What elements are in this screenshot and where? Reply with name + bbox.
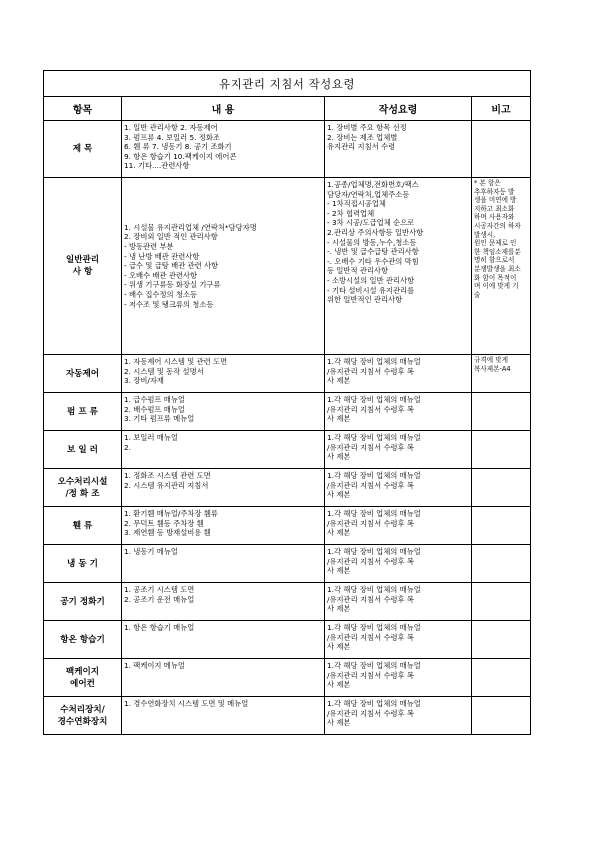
row-content (122, 659, 325, 697)
row-method-line: 1.각 해당 장비 업체의 매뉴얼 (327, 547, 421, 556)
table-row (44, 469, 531, 507)
row-method-line: 사 제본 (327, 490, 351, 500)
row-remark (472, 507, 531, 545)
row-content (122, 393, 325, 431)
row-method-line: 유지관리 지침서 수령 (327, 142, 396, 152)
row-remark-line: * 본 항은 (474, 179, 501, 187)
row-method-line: 1.각 해당 장비 업체의 매뉴얼 (327, 661, 421, 670)
row-method-line: 사 제본 (327, 414, 351, 424)
row-content (122, 507, 325, 545)
row-remark-line: 규격에 맞게 (474, 356, 508, 364)
row-method-line: - 2차 협력업체 (327, 208, 375, 218)
row-category (44, 393, 122, 431)
row-method (325, 393, 472, 431)
table-row (44, 431, 531, 469)
row-category (44, 583, 122, 621)
row-method-line: 등 일반적 관리사항 (327, 266, 389, 276)
row-method (325, 355, 472, 393)
table-row (44, 545, 531, 583)
row-remark-line: 한 책임소재를분 (474, 247, 521, 256)
row-method-line: /유지관리 지침서 수령후 복 (327, 556, 414, 566)
row-content-line: 1. 정화조 시스템 관련 도면 (124, 471, 211, 480)
row-content (122, 469, 325, 507)
row-remark (472, 121, 531, 178)
row-content-line: - 냉 난방 배관 관련사항 (124, 251, 200, 261)
table-row (44, 583, 531, 621)
row-category-line: 보 일 러 (67, 444, 98, 455)
row-category-line: 냉 동 기 (67, 558, 98, 569)
row-remark-line: 지하고 최소화 (474, 204, 515, 213)
row-method-line: 1.각 해당 장비 업체의 매뉴얼 (327, 585, 421, 594)
row-content-line: - 저수조 및 탱크류의 청소등 (124, 299, 214, 309)
row-content-line: - 급수 및 급탕 배관 관련 사항 (124, 261, 219, 271)
row-content (122, 545, 325, 583)
row-content-line: 1. 보일러 매뉴얼 (124, 433, 178, 442)
guideline-table (43, 70, 531, 735)
row-remark (472, 583, 531, 621)
row-category-line: 오수처리시설 (57, 476, 108, 487)
row-content-line: 1. 환기휀 매뉴얼/주차장 휀류 (124, 509, 218, 518)
row-category (44, 697, 122, 735)
row-content-line: 1. 급수펌프 매뉴얼 (124, 395, 185, 404)
row-method-line: /유지관리 지침서 수령후 복 (327, 594, 414, 604)
row-content-line: 3. 펌프류 4. 보일러 5. 정화조 (124, 132, 220, 142)
row-content (122, 355, 325, 393)
row-method (325, 431, 472, 469)
row-method-line: 1.공종/업체명,전화번호/팩스 (327, 180, 419, 189)
row-method-line: 2. 장비는 제조 업체별 (327, 132, 398, 142)
row-remark (472, 659, 531, 697)
row-content-line: - 방동관련 부분 (124, 242, 174, 252)
row-remark (472, 178, 531, 355)
row-content-line: - 위생 기구류등 화장실 기구류 (124, 280, 221, 290)
row-remark-line: 며 이에 맞게 기 (474, 282, 519, 291)
row-method-line: -. 냉반 및 급수급탕 관리사항 (327, 247, 419, 257)
row-remark (472, 621, 531, 659)
row-category-line: 휀 류 (72, 520, 93, 531)
table-body (44, 121, 531, 735)
row-content (122, 178, 325, 355)
row-category (44, 121, 122, 178)
row-method-line: 1. 장비별 주요 항목 선정 (327, 123, 407, 132)
row-method-line: 1.각 해당 장비 업체의 매뉴얼 (327, 699, 421, 708)
row-method-line: 1.각 해당 장비 업체의 매뉴얼 (327, 509, 421, 518)
row-method (325, 621, 472, 659)
row-remark-line: 생을 미연에 방 (474, 196, 517, 205)
row-remark-line: 원인 문제로 인 (474, 239, 517, 248)
row-remark-line: 술 (474, 290, 481, 299)
row-category (44, 469, 122, 507)
row-content-line: 2. (124, 442, 131, 452)
row-content-line: 3. 장비/자재 (124, 376, 164, 386)
row-method (325, 178, 472, 355)
row-method-line: 사 제본 (327, 452, 351, 462)
row-remark-line: 발생시, (474, 230, 496, 239)
header-remark: 비고 (472, 97, 531, 121)
row-content-line: 1. 항온 항습기 매뉴얼 (124, 623, 195, 632)
row-method-line: 1.각 해당 장비 업체의 매뉴얼 (327, 433, 421, 442)
row-category-line: 에어컨 (70, 678, 95, 689)
row-remark (472, 469, 531, 507)
row-category-line: 항온 항습기 (60, 634, 105, 645)
row-category-line: 팩케이지 (65, 666, 100, 677)
row-remark-line: 추후하자등 발 (474, 187, 515, 196)
row-method (325, 545, 472, 583)
row-content (122, 621, 325, 659)
row-category-line: 사 항 (72, 267, 93, 277)
row-category-line: 제 목 (72, 144, 93, 154)
row-method-line: /유지관리 지침서 수령후 복 (327, 442, 414, 452)
row-method-line: 1.각 해당 장비 업체의 매뉴얼 (327, 623, 421, 632)
row-remark-line: 시공자간의 하자 (474, 221, 521, 230)
row-remark (472, 697, 531, 735)
row-remark-line: 분쟁발생을 최소 (474, 264, 521, 273)
row-content-line: 2. 장비외 일반 적인 관리사항 (124, 232, 218, 242)
row-method-line: 사 제본 (327, 642, 351, 652)
row-category (44, 355, 122, 393)
row-method-line: 사 제본 (327, 718, 351, 728)
row-method-line: 1.각 해당 장비 업체의 매뉴얼 (327, 357, 421, 366)
table-row (44, 697, 531, 735)
row-method-line: 2.관리상 주의사항등 일반사항 (327, 227, 424, 237)
row-content-line: 2. 시스템 및 동작 설명서 (124, 366, 204, 376)
header-method: 작성요령 (325, 97, 472, 121)
row-method-line: 1.각 해당 장비 업체의 매뉴얼 (327, 395, 421, 404)
row-method-line: 사 제본 (327, 566, 351, 576)
row-content (122, 583, 325, 621)
row-method-line: 위한 일반적인 관리사항 (327, 295, 403, 305)
row-content-line: 3. 기타 펌프류 메뉴얼 (124, 414, 195, 424)
row-method-line: 사 제본 (327, 680, 351, 690)
row-method-line: 사 제본 (327, 528, 351, 538)
row-method-line: - 3차 시공/도급업체 순으로 (327, 218, 415, 228)
header-item: 항목 (44, 97, 122, 121)
row-method-line: 담당자/연락처,업체주소등 (327, 189, 410, 199)
row-content-line: 1. 팩케이지 메뉴얼 (124, 661, 185, 670)
table-row (44, 355, 531, 393)
row-category (44, 545, 122, 583)
row-category (44, 621, 122, 659)
row-method (325, 469, 472, 507)
row-category (44, 178, 122, 355)
row-category-line: 수처리장치/ (60, 704, 105, 715)
row-category-line: 자동제어 (65, 368, 100, 379)
table-row (44, 507, 531, 545)
row-method (325, 507, 472, 545)
row-remark-line: 하며 사용자와 (474, 213, 515, 222)
row-remark (472, 355, 531, 393)
row-category (44, 431, 122, 469)
row-method-line: 1.각 해당 장비 업체의 매뉴얼 (327, 471, 421, 480)
row-method-line: 사 제본 (327, 604, 351, 614)
row-method-line: /유지관리 지침서 수령후 복 (327, 366, 414, 376)
row-content-line: - 오배수 배관 관련사항 (124, 270, 198, 280)
row-content-line: 11. 기타....관련사항 (124, 161, 190, 171)
row-category-line: /정 화 조 (65, 488, 100, 499)
row-method-line: /유지관리 지침서 수령후 복 (327, 670, 414, 680)
row-method-line: - 소방시설의 일반 관리사항 (327, 275, 415, 285)
row-content-line: 2. 무덕트 휀등 주차장 휀 (124, 518, 204, 528)
row-content-line: 1. 자동제어 시스템 및 관련 도면 (124, 357, 228, 366)
row-remark (472, 431, 531, 469)
row-content-line: 2. 공조기 운전 매뉴얼 (124, 594, 195, 604)
row-content-line: 1. 냉동기 메뉴얼 (124, 547, 178, 556)
table-row (44, 121, 531, 178)
row-category-line: 경수연화장치 (57, 716, 108, 727)
row-method-line: /유지관리 지침서 수령후 복 (327, 632, 414, 642)
row-method-line: 사 제본 (327, 376, 351, 386)
row-content-line: 2. 시스템 유지관리 지침서 (124, 480, 209, 490)
row-method-line: - 1차직접시공업체 (327, 199, 386, 209)
row-content-line: 9. 항온 항습기 10.팩케이지 에어콘 (124, 151, 237, 161)
row-content-line: 3. 제연휀 등 방재설비용 휀 (124, 528, 211, 538)
row-remark-line: 명히 함으로서 (474, 256, 515, 265)
table-row (44, 621, 531, 659)
row-content-line: - 배수 집수정의 청소등 (124, 289, 198, 299)
table-row (44, 393, 531, 431)
row-method-line: - 시설물의 방동,누수,청소등 (327, 237, 417, 247)
row-category (44, 507, 122, 545)
row-content-line: 2. 배수펌프 매뉴얼 (124, 404, 185, 414)
row-remark (472, 545, 531, 583)
row-method (325, 697, 472, 735)
row-method-line: - 기타 설비시설 유지관리를 (327, 285, 415, 295)
row-method (325, 659, 472, 697)
row-content-line: 1. 시설물 유지관리업체 /연락처*담당자명 (124, 222, 257, 232)
row-method (325, 121, 472, 178)
row-content-line: 1. 경수연화장치 시스템 도면 및 메뉴얼 (124, 699, 249, 708)
header-content: 내 용 (122, 97, 325, 121)
row-category-line: 펌 프 류 (67, 406, 98, 417)
row-category-line: 일반관리 (65, 255, 100, 265)
table-row (44, 178, 531, 355)
row-method-line: /유지관리 지침서 수령후 복 (327, 404, 414, 414)
row-remark (472, 393, 531, 431)
row-content-line: 6. 휀 류 7. 냉동기 8. 공기 조화기 (124, 142, 232, 152)
row-method-line: -. 오배수 기타 우수관의 막힘 (327, 256, 419, 266)
row-content-line: 1. 일반 관리사항 2. 자동제어 (124, 123, 218, 132)
row-category (44, 659, 122, 697)
row-category-line: 공기 정화기 (60, 596, 105, 607)
row-content (122, 121, 325, 178)
row-content (122, 431, 325, 469)
row-method-line: /유지관리 지침서 수령후 복 (327, 708, 414, 718)
row-remark-line: 화 함이 목적이 (474, 273, 517, 282)
row-content-line: 1. 공조기 시스템 도면 (124, 585, 195, 594)
table-row (44, 659, 531, 697)
row-method-line: /유지관리 지침서 수령후 복 (327, 480, 414, 490)
row-remark-line: 복사제본-A4 (474, 364, 511, 373)
row-method (325, 583, 472, 621)
row-method-line: /유지관리 지침서 수령후 복 (327, 518, 414, 528)
document-title: 유지관리 지침서 작성요령 (44, 71, 531, 97)
row-content (122, 697, 325, 735)
